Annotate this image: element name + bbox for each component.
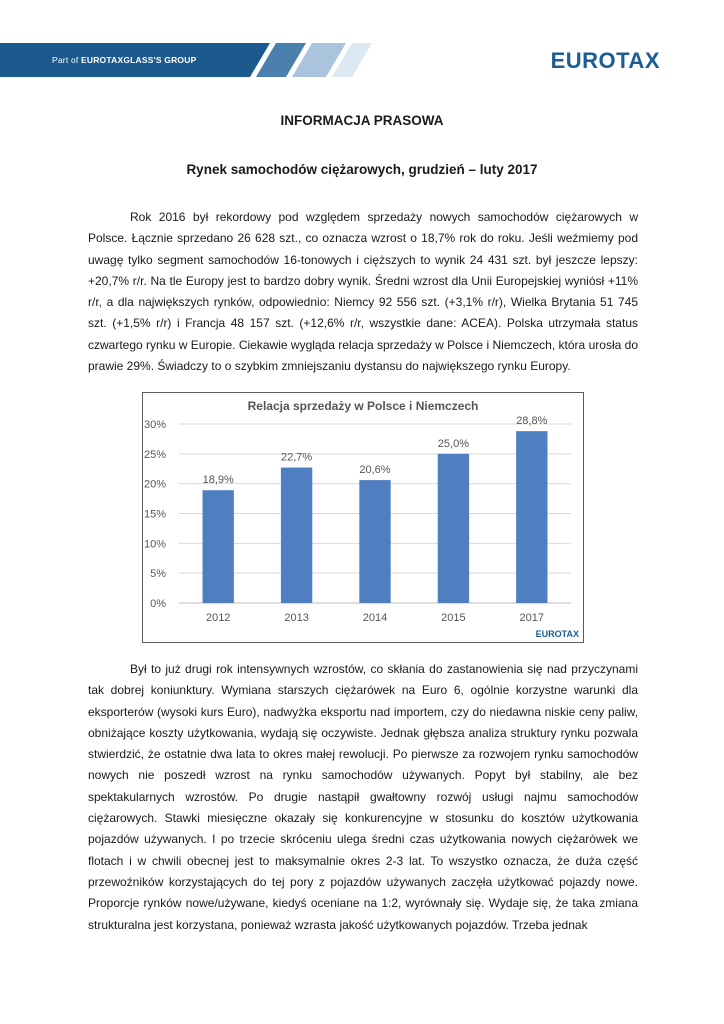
chart-x-axis [206, 612, 544, 624]
bar-2012 [203, 490, 234, 603]
data-label-2014: 20,6% [359, 464, 391, 477]
bar-2015 [438, 454, 469, 603]
y-tick-label: 0% [150, 598, 166, 610]
paragraph-1: Rok 2016 był rekordowy pod względem sprzedaży nowych samochodów ciężarowych w Polsce. Łącznie sprzedano 26 628 szt., co oznacza wzrost o 18,7% rok do roku. Jeśli weźmiemy pod uwagę tylko segment samochodów 16-tonowych i cięższych to wynik 24 431 szt. był jeszcze lepszy: +20,7% r/r. Na tle Europy jest to bardzo dobry wynik. Średni wzrost dla Unii Europejskiej wyniósł +11% r/r, a dla największych rynków, odpowiednio: Niemcy 92 556 szt. (+3,1% r/r), Wielka Brytania 51 745 szt. (+1,5% r/r) i Francja 48 157 szt. (+12,6% r/r, wszystkie dane: ACEA). Polska utrzymała status czwartego rynku w Europie. Ciekawie wygląda relacja sprzedaży w Polsce i Niemczech, która urosła do prawie 29%. Świadczy to o szybkim zmniejszaniu dystansu do największego rynku Europy. [88, 210, 638, 374]
bar-2017 [516, 431, 547, 603]
bar-2013 [281, 468, 312, 603]
y-tick-label: 20% [143, 478, 166, 491]
y-tick-label: 25% [143, 448, 166, 461]
x-tick-label: 2014 [362, 612, 388, 624]
chart-svg [143, 393, 583, 642]
group-prefix: Part of [52, 55, 79, 65]
data-label-2012: 18,9% [202, 474, 234, 487]
data-label-2013: 22,7% [280, 451, 313, 464]
eurotax-logo: EUROTAX [550, 48, 660, 73]
group-name: EUROTAXGLASS'S GROUP [81, 55, 197, 65]
data-label-2017: 28,8% [516, 415, 548, 428]
x-tick-label: 2017 [519, 612, 545, 624]
document-subtitle: Rynek samochodów ciężarowych, grudzień – luty 2017 [186, 162, 538, 177]
x-tick-label: 2012 [205, 612, 231, 624]
bar-2014 [359, 480, 390, 603]
sales-ratio-chart [142, 392, 584, 643]
document-title: INFORMACJA PRASOWA [280, 113, 444, 128]
chart-data-labels [203, 415, 548, 486]
chart-y-axis [144, 419, 166, 610]
data-label-2015: 25,0% [437, 437, 470, 450]
y-tick-label: 30% [143, 419, 166, 431]
chart-title: Relacja sprzedaży w Polsce i Niemczech [247, 399, 479, 413]
x-tick-label: 2013 [284, 612, 309, 624]
chart-watermark: EUROTAX [535, 629, 579, 639]
y-tick-label: 5% [150, 568, 166, 581]
y-tick-label: 10% [143, 538, 166, 551]
paragraph-2: Był to już drugi rok intensywnych wzrostów, co skłania do zastanowienia się nad przyczynami tak dobrej koniunktury. Wymiana starszych ciężarówek na Euro 6, ogólnie korzystne warunki dla eksporterów (wysoki kurs Euro), nadwyżka eksportu nad importem, czy do niedawna niskie ceny paliw, obniżające koszty użytkowania, wydają się oczywiste. Jednak głębsza analiza struktury rynku pozwala stwierdzić, że ostatnie dwa lata to okres małej rewolucji. Po pierwsze za rozwojem rynku samochodów nowych nie poszedł wzrost na rynku samochodów używanych. Popyt był stabilny, ale bez spektakularnych wzrostów. Po drugie nastąpił gwałtowny rozwój usługi najmu samochodów ciężarowych. Stawki miesięczne okazały się konkurencyjne w stosunku do kosztów użytkowania pojazdów używanych. I po trzecie skróceniu ulega średni czas użytkowania nowych ciężarówek we flotach i w chwili obecnej jest to maksymalnie okres 2-3 lat. To wszystko oznacza, że duża część przewoźników korzystających do tej pory z pojazdów używanych zaczęła użytkować pojazdy nowe. Proporcje rynków nowe/używane, kiedyś oceniane na 1:2, wyrównały się. Wydaje się, że taka zmiana strukturalna jest korzystana, ponieważ wzrasta jakość użytkowanych pojazdów. Trzeba jednak [88, 662, 638, 932]
chart-bars [203, 431, 548, 603]
group-label [52, 55, 196, 65]
page-header [0, 0, 724, 80]
y-tick-label: 15% [143, 508, 166, 521]
x-tick-label: 2015 [441, 612, 466, 624]
